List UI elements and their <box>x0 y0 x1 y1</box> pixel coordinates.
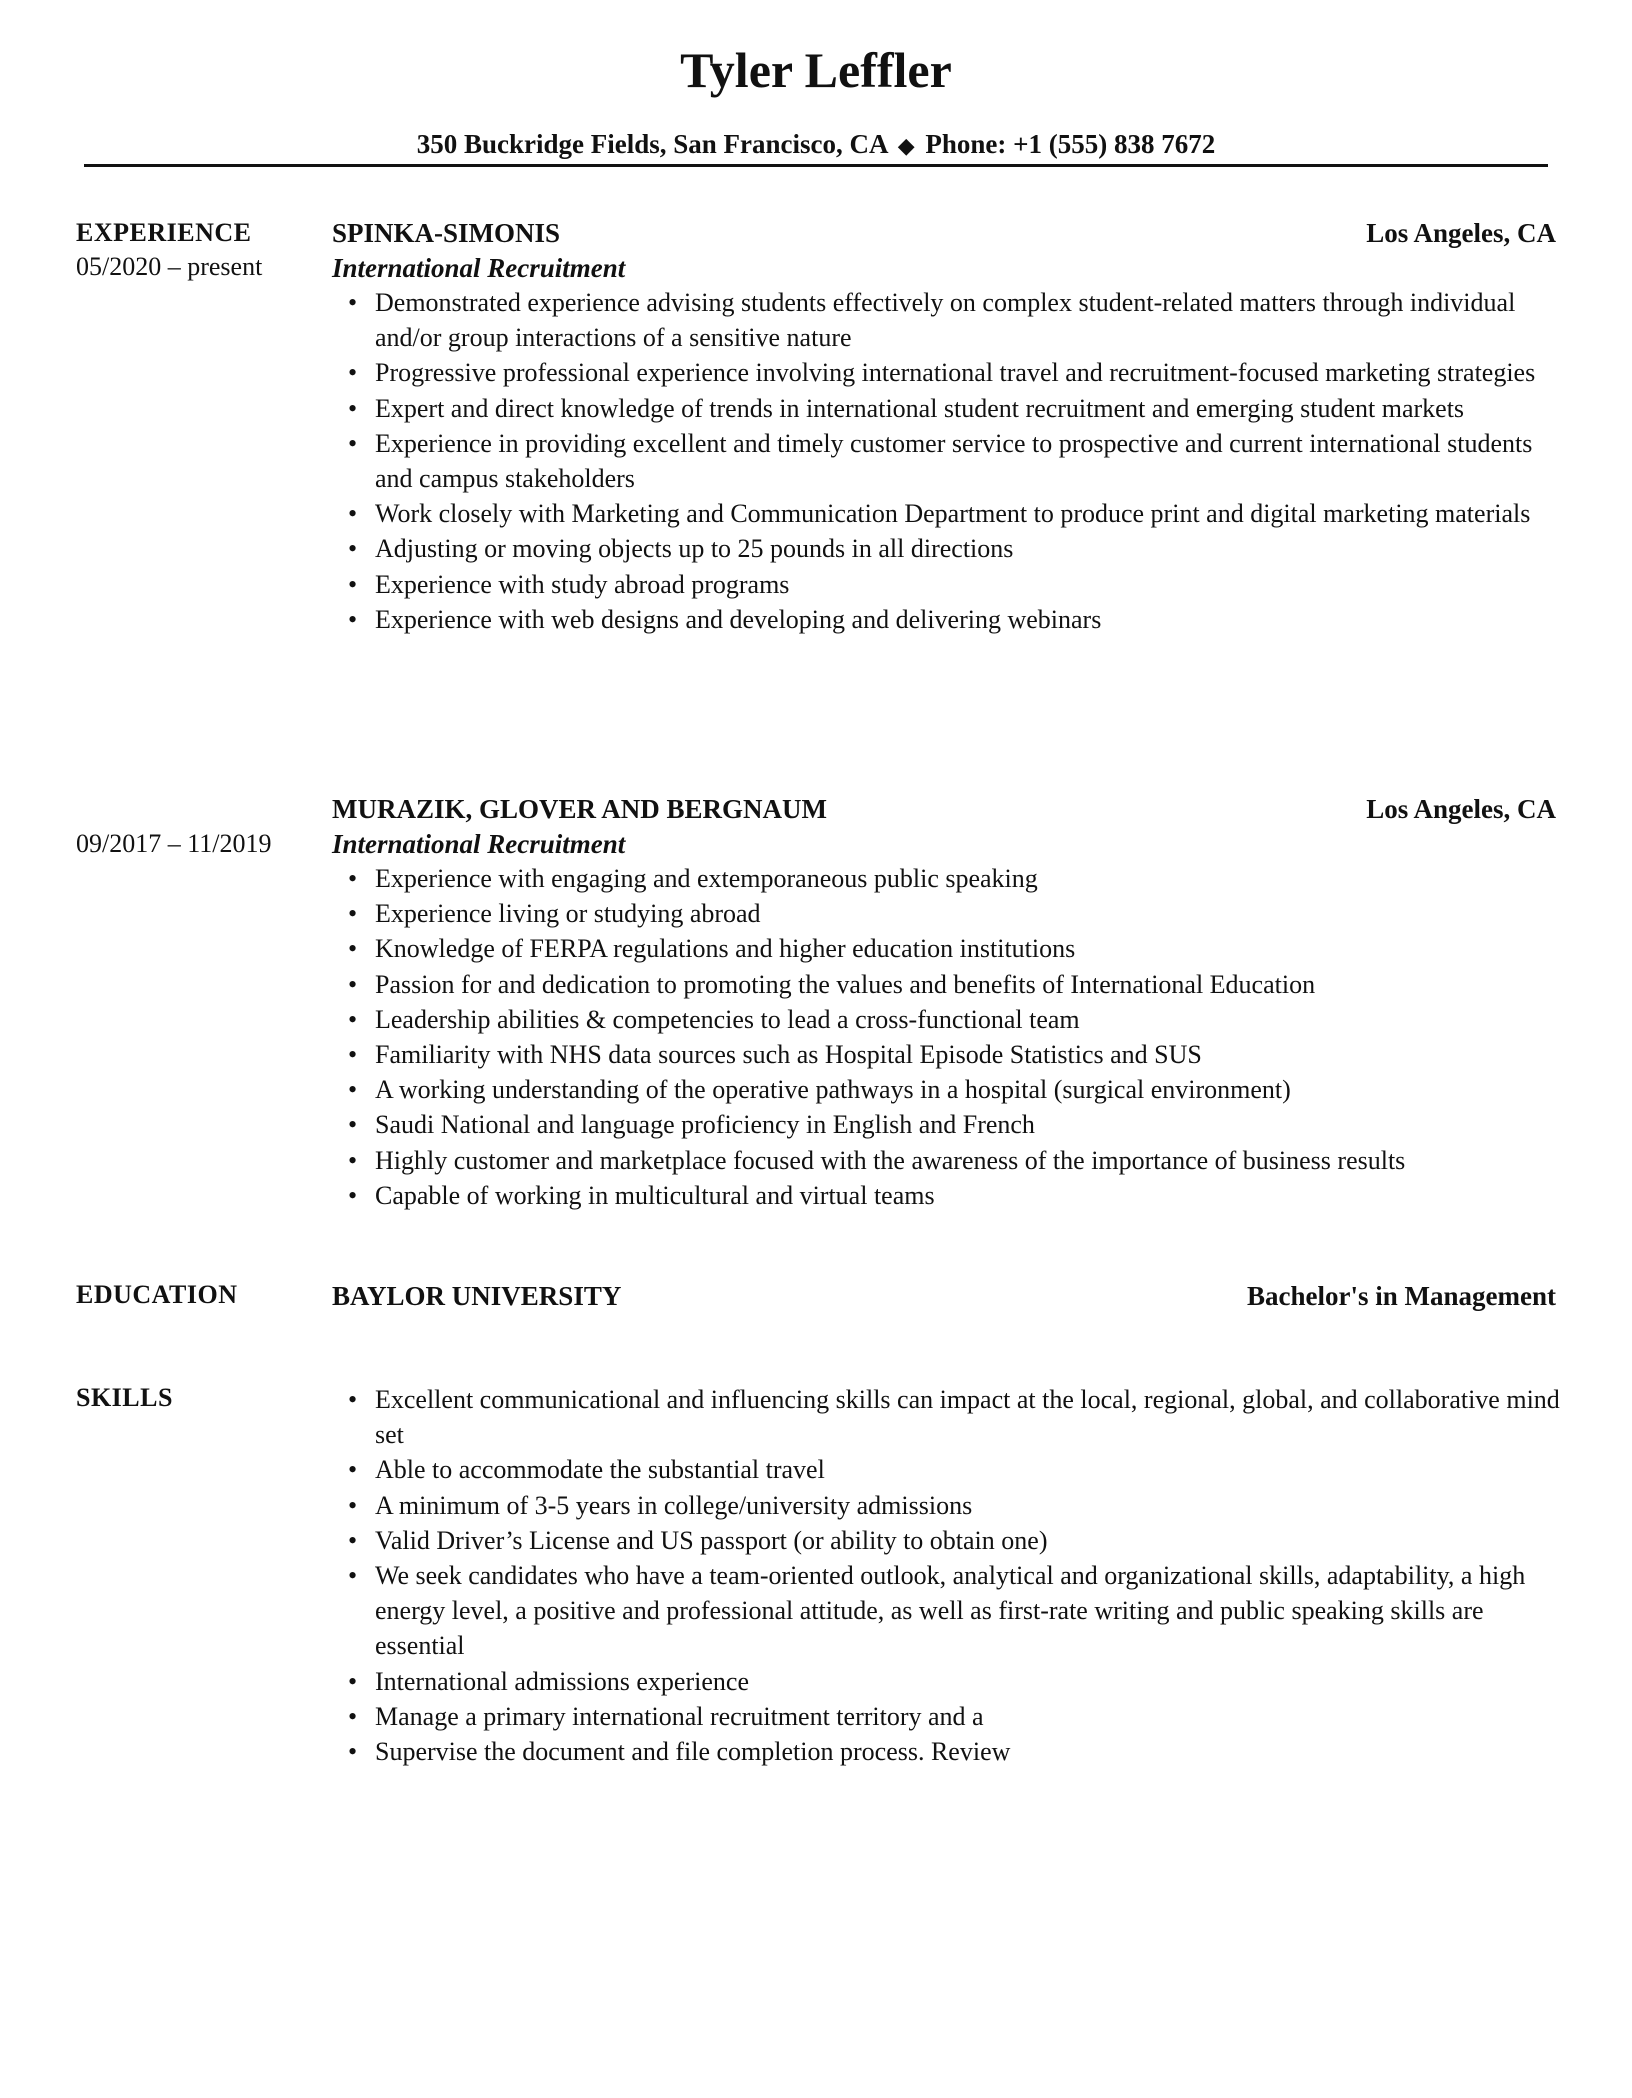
job-bullet-list <box>332 861 1560 1213</box>
experience-label: EXPERIENCE <box>76 218 252 247</box>
list-item: • Excellent communicational and influencing skills can impact at the local, regional, global, and collaborative mind set <box>332 1382 1560 1452</box>
skills-bullet-list <box>332 1382 1560 1769</box>
list-item: • International admissions experience <box>332 1664 1560 1699</box>
skills-label: SKILLS <box>76 1383 173 1412</box>
job-role: International Recruitment <box>332 829 626 859</box>
phone: Phone: +1 (555) 838 7672 <box>925 129 1216 159</box>
list-item: • Manage a primary international recruitment territory and a <box>332 1699 1560 1734</box>
diamond-separator-icon: ◆ <box>897 133 915 158</box>
list-item: • Saudi National and language proficiency in English and French <box>332 1107 1560 1142</box>
list-item: • Experience in providing excellent and timely customer service to prospective and current international students and campus stakeholders <box>332 426 1560 496</box>
list-item: • Passion for and dedication to promoting the values and benefits of International Education <box>332 967 1560 1002</box>
job-company: SPINKA-SIMONIS <box>332 218 561 248</box>
list-item: • Valid Driver’s License and US passport (or ability to obtain one) <box>332 1523 1560 1558</box>
address: 350 Buckridge Fields, San Francisco, CA <box>416 129 887 159</box>
list-item: • Experience with web designs and developing and delivering webinars <box>332 602 1560 637</box>
list-item: • Adjusting or moving objects up to 25 pounds in all directions <box>332 531 1560 566</box>
header-divider <box>84 164 1548 167</box>
list-item: • We seek candidates who have a team-oriented outlook, analytical and organizational skills, adaptability, a high energy level, a positive and professional attitude, as well as first-rate writing and public speaking skills are essential <box>332 1558 1560 1664</box>
list-item: • Familiarity with NHS data sources such as Hospital Episode Statistics and SUS <box>332 1037 1560 1072</box>
school-name: BAYLOR UNIVERSITY <box>332 1281 622 1311</box>
job-location: Los Angeles, CA <box>1366 218 1556 248</box>
list-item: • Able to accommodate the substantial travel <box>332 1452 1560 1487</box>
job-company: MURAZIK, GLOVER AND BERGNAUM <box>332 794 828 824</box>
job-bullet-list <box>332 285 1560 637</box>
list-item: • Experience living or studying abroad <box>332 896 1560 931</box>
list-item: • Progressive professional experience involving international travel and recruitment-focused marketing strategies <box>332 355 1560 390</box>
list-item: • Supervise the document and file completion process. Review <box>332 1734 1560 1769</box>
job-location: Los Angeles, CA <box>1366 794 1556 824</box>
job-date: 09/2017 – 11/2019 <box>76 829 272 858</box>
list-item: • A working understanding of the operative pathways in a hospital (surgical environment) <box>332 1072 1560 1107</box>
job-header <box>332 215 1556 251</box>
job-role: International Recruitment <box>332 253 626 283</box>
list-item: • Experience with engaging and extemporaneous public speaking <box>332 861 1560 896</box>
education-label: EDUCATION <box>76 1280 238 1309</box>
job-date: 05/2020 – present <box>76 252 263 281</box>
list-item: • Highly customer and marketplace focused with the awareness of the importance of business results <box>332 1143 1560 1178</box>
list-item: • Work closely with Marketing and Communication Department to produce print and digital marketing materials <box>332 496 1560 531</box>
contact-line <box>0 126 1632 164</box>
list-item: • Knowledge of FERPA regulations and higher education institutions <box>332 931 1560 966</box>
list-item: • Experience with study abroad programs <box>332 567 1560 602</box>
job-header <box>332 791 1556 827</box>
degree: Bachelor's in Management <box>1247 1281 1556 1311</box>
list-item: • Capable of working in multicultural and virtual teams <box>332 1178 1560 1213</box>
list-item: • Leadership abilities & competencies to lead a cross-functional team <box>332 1002 1560 1037</box>
list-item: • Expert and direct knowledge of trends in international student recruitment and emerging student markets <box>332 391 1560 426</box>
list-item: • A minimum of 3-5 years in college/university admissions <box>332 1488 1560 1523</box>
education-header <box>332 1278 1556 1314</box>
list-item: • Demonstrated experience advising students effectively on complex student-related matters through individual and/or group interactions of a sensitive nature <box>332 285 1560 355</box>
candidate-name: Tyler Leffler <box>680 42 952 98</box>
